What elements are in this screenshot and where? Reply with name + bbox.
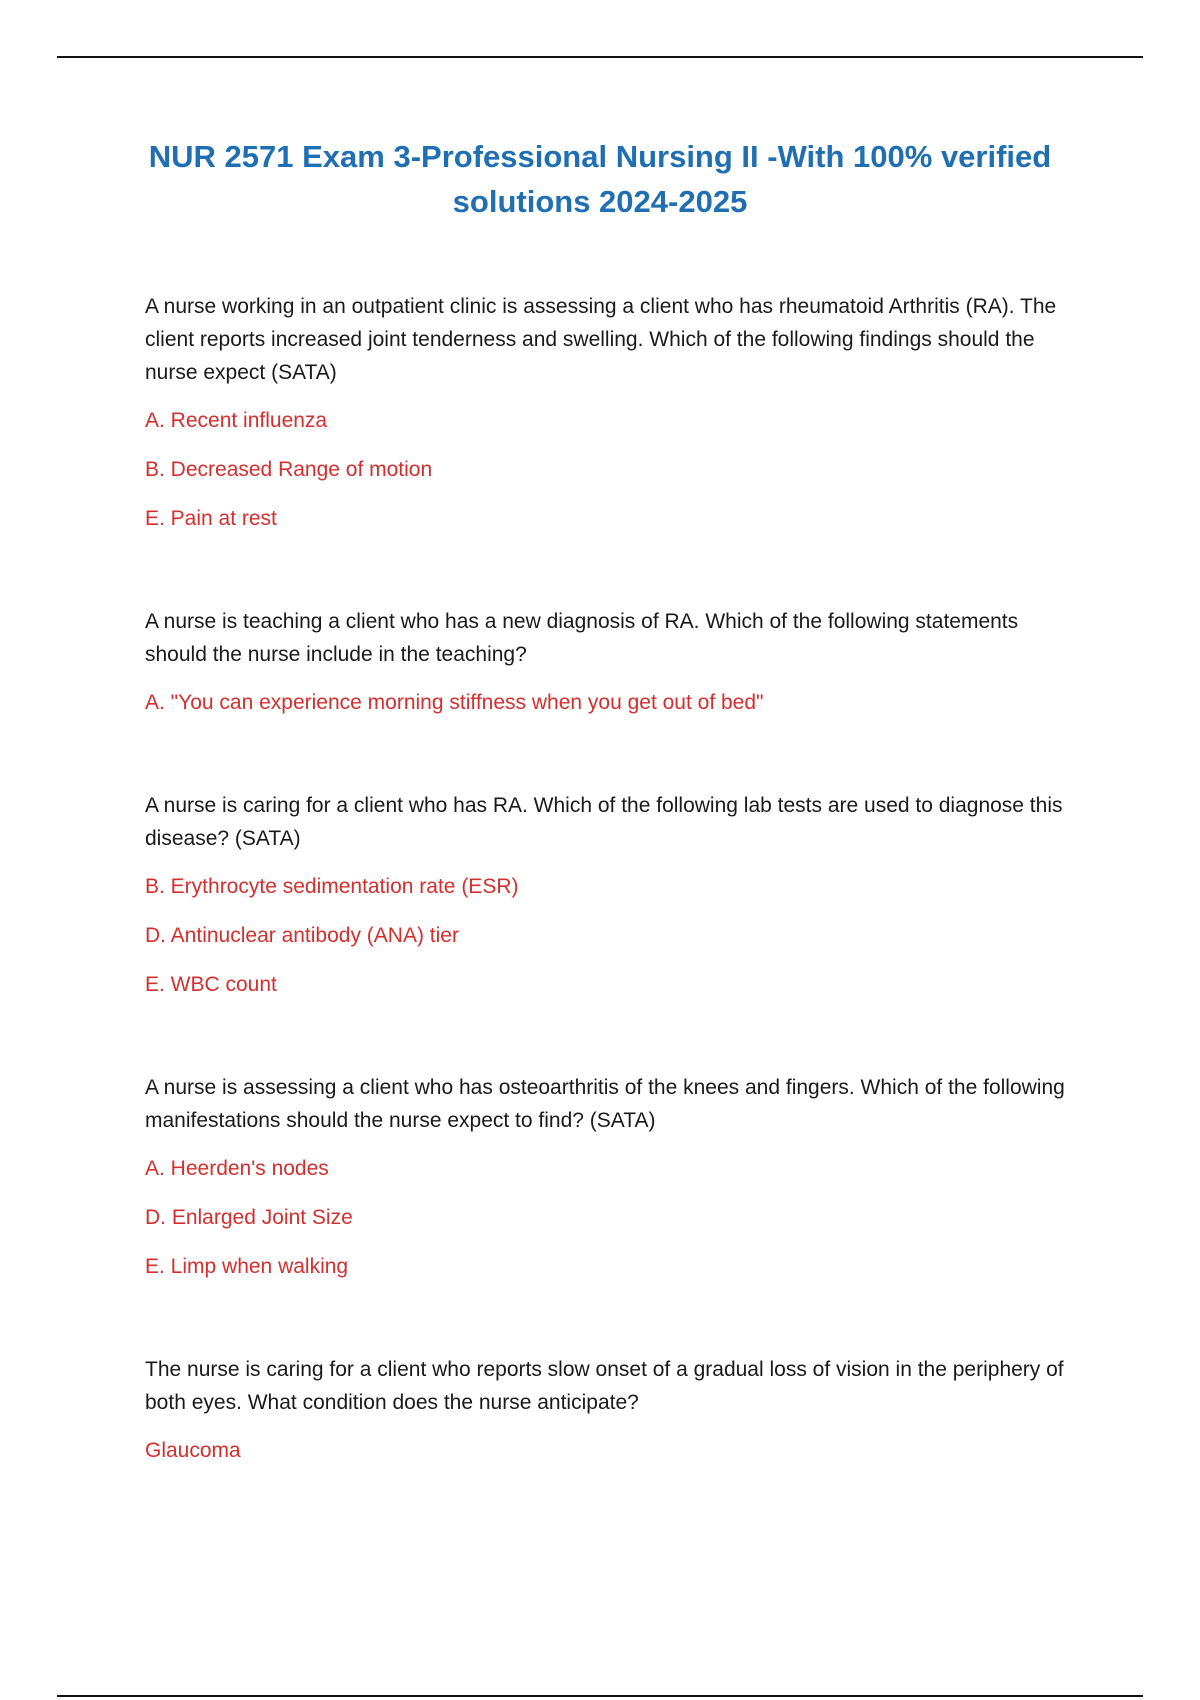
question-text: A nurse is caring for a client who has RA. Which of the following lab tests are used to diagnose this disease? (SATA) (145, 794, 1063, 850)
answer-text: D. Antinuclear antibody (ANA) tier (145, 924, 459, 947)
answer-text: A. "You can experience morning stiffness when you get out of bed" (145, 691, 764, 714)
question-block-3 (145, 789, 1075, 1001)
question-block-5 (145, 1353, 1075, 1467)
answer-text: B. Decreased Range of motion (145, 458, 433, 481)
answer-text: A. Recent influenza (145, 409, 328, 432)
question-text: A nurse is teaching a client who has a new diagnosis of RA. Which of the following statements should the nurse include in the teaching? (145, 610, 1019, 666)
question-text: A nurse is assessing a client who has osteoarthritis of the knees and fingers. Which of the following manifestations should the nurse expect to find? (SATA) (145, 1076, 1065, 1132)
answer-text: B. Erythrocyte sedimentation rate (ESR) (145, 875, 519, 898)
document-title: NUR 2571 Exam 3-Professional Nursing II -With 100% verified solutions 2024-2025 (148, 139, 1052, 219)
question-text: The nurse is caring for a client who reports slow onset of a gradual loss of vision in the periphery of both eyes. What condition does the nurse anticipate? (145, 1358, 1064, 1414)
question-list (145, 290, 1075, 1537)
question-block-2 (145, 605, 1075, 719)
answer-text: E. Limp when walking (145, 1255, 349, 1278)
question-block-4 (145, 1071, 1075, 1283)
answer-text: D. Enlarged Joint Size (145, 1206, 353, 1229)
top-divider (57, 56, 1143, 58)
question-block-1 (145, 290, 1075, 535)
answer-text: E. Pain at rest (145, 507, 277, 530)
bottom-divider (57, 1695, 1143, 1697)
answer-text: Glaucoma (145, 1439, 241, 1462)
answer-text: E. WBC count (145, 973, 277, 996)
answer-text: A. Heerden's nodes (145, 1157, 329, 1180)
question-text: A nurse working in an outpatient clinic is assessing a client who has rheumatoid Arthritis (RA). The client reports increased joint tenderness and swelling. Which of the following findings should the nurse expect (SATA) (145, 295, 1057, 384)
